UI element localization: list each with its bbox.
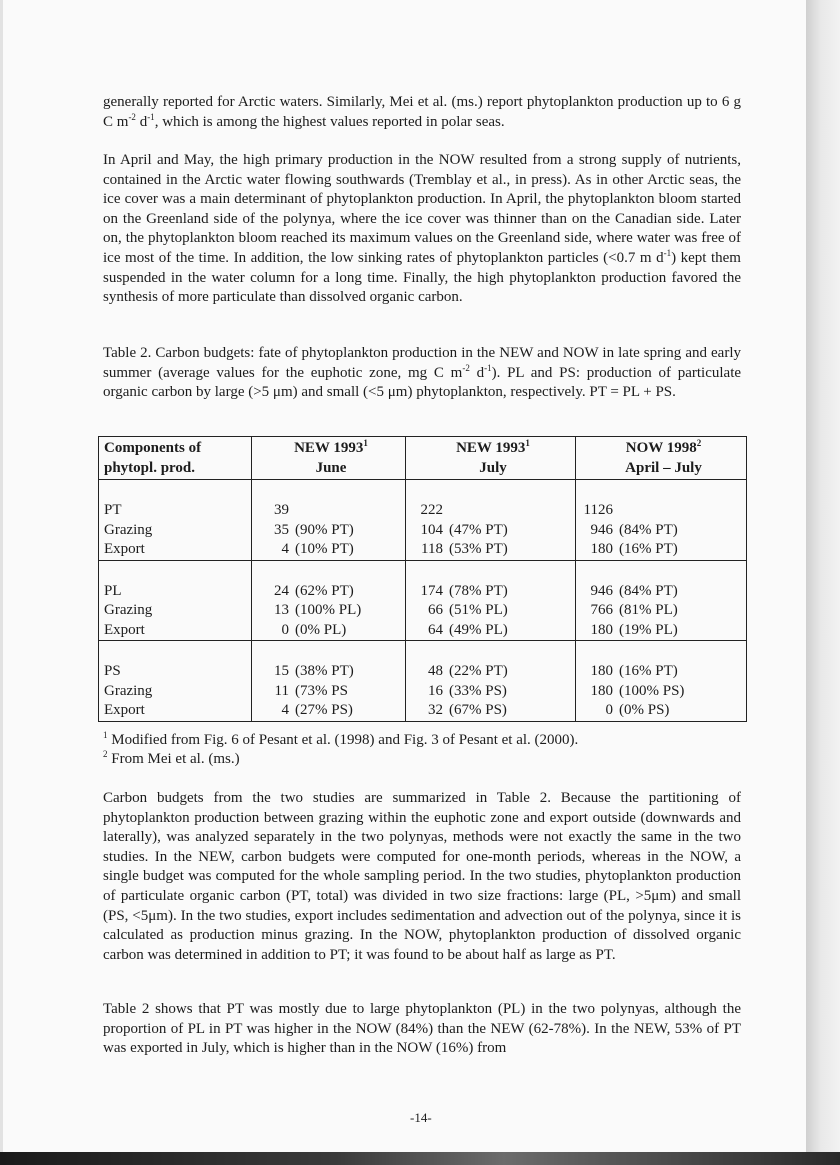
table-caption — [103, 344, 741, 403]
page-bottom-edge — [0, 1152, 840, 1165]
superscript: -1 — [147, 111, 155, 122]
cell-percent: (22% PT) — [449, 663, 508, 679]
header-text: April – July — [625, 459, 702, 476]
cell-percent: (10% PT) — [295, 541, 354, 557]
footnote-text: From Mei et al. (ms.) — [107, 751, 240, 767]
cell-value: 4 — [281, 702, 289, 718]
cell-value: 13 — [274, 602, 289, 618]
table-group-row — [99, 641, 747, 722]
cell-line — [581, 662, 746, 682]
row-label: Export — [104, 702, 145, 718]
cell-now — [576, 641, 747, 722]
paragraph-1-end: , which is among the highest values reported in polar seas. — [154, 113, 505, 130]
paragraph-1 — [103, 93, 741, 132]
page-left-edge — [0, 0, 3, 1152]
paragraph-2 — [103, 151, 741, 308]
header-components — [99, 437, 252, 480]
cell-percent: (78% PT) — [449, 582, 508, 599]
row-label: Grazing — [104, 682, 153, 699]
cell-value: 104 — [420, 521, 443, 538]
cell-value: 180 — [590, 541, 613, 557]
cell-july — [406, 641, 576, 722]
cell-line — [411, 601, 575, 621]
cell-value: 64 — [428, 621, 443, 638]
table-header-row — [99, 437, 747, 480]
cell-line — [411, 582, 575, 602]
cell-line — [257, 662, 405, 682]
cell-line — [411, 540, 575, 560]
cell-value: 11 — [274, 682, 289, 699]
page-right-edge — [806, 0, 840, 1152]
cell-line — [411, 701, 575, 721]
cell-value: 118 — [421, 541, 443, 557]
header-text: phytopl. prod. — [104, 459, 196, 476]
cell-line — [411, 621, 575, 641]
paragraph-1-text: generally reported for Arctic waters. Similarly, Mei et al. (ms.) report phytoplankton production up to 6 g C m — [103, 94, 741, 130]
table-body — [99, 480, 747, 722]
row-labels — [99, 480, 252, 561]
cell-line — [411, 521, 575, 541]
row-label: Export — [104, 541, 145, 557]
cell-value: 35 — [274, 521, 289, 538]
cell-line — [581, 540, 746, 560]
cell-now — [576, 480, 747, 561]
row-labels — [99, 560, 252, 641]
carbon-budget-table — [98, 436, 747, 722]
cell-line — [411, 662, 575, 682]
footnote-mark: 2 — [103, 749, 108, 759]
cell-line — [257, 540, 405, 560]
caption-text: Table 2. Carbon budgets: fate of phytoplankton production in the NEW and NOW in late spring and early summer (average values for the euphotic zone, mg C m — [103, 345, 741, 381]
cell-percent: (47% PT) — [449, 521, 508, 538]
cell-percent: (100% PS) — [619, 682, 685, 699]
row-label: PT — [104, 502, 122, 518]
cell-value: 766 — [590, 602, 613, 618]
row-label: PS — [104, 663, 121, 679]
table-group-row — [99, 480, 747, 561]
footnote-1 — [103, 731, 578, 750]
cell-percent: (19% PL) — [619, 621, 678, 638]
paragraph-3-text: Carbon budgets from the two studies are summarized in Table 2. Because the partitioning of phytoplankton production between grazing within the euphotic zone and export outside (downwards and laterally), was analyzed separately in the two polynyas, methods were not exactly the same in the two studies. In the NEW, carbon budgets were computed for one-month periods, whereas in the NOW, a single budget was computed for the whole sampling period. In the two studies, phytoplankton production of particulate organic carbon (PT, total) was divided in two size fractions: large (PL, >5μm) and small (PS, <5μm). In the two studies, export includes sedimentation and advection out of the polynya, since it is calculated as production minus grazing. In the NOW, phytoplankton production of dissolved organic carbon was determined in addition to PT; it was found to be about half as large as PT. — [103, 790, 741, 963]
cell-line — [581, 582, 746, 602]
superscript: -2 — [462, 362, 470, 373]
cell-percent: (38% PT) — [295, 663, 354, 679]
footnote-mark: 2 — [696, 438, 702, 448]
caption-end: ). PL and PS: production of particulate organic carbon by large (>5 μm) and small (<5 μm) phytoplankton, respectively. PT = PL + PS. — [103, 364, 742, 401]
header-text: NEW 1993 — [294, 440, 364, 456]
cell-value: 32 — [428, 702, 443, 718]
cell-july — [406, 560, 576, 641]
cell-line — [411, 501, 575, 521]
cell-july — [406, 480, 576, 561]
cell-percent: (53% PT) — [449, 541, 508, 557]
cell-june — [252, 641, 406, 722]
cell-value: 222 — [420, 502, 443, 518]
cell-value: 4 — [281, 541, 289, 557]
cell-june — [252, 560, 406, 641]
caption-unit: d — [469, 364, 485, 381]
paragraph-4 — [103, 1000, 741, 1059]
cell-percent: (84% PT) — [619, 521, 678, 538]
header-text: Components of — [104, 440, 202, 456]
table-group-row — [99, 560, 747, 641]
header-text: June — [315, 459, 347, 476]
cell-value: 39 — [274, 502, 289, 518]
page-number: -14- — [410, 1110, 432, 1125]
cell-line — [581, 601, 746, 621]
header-text: NEW 1993 — [456, 440, 526, 456]
cell-value: 946 — [590, 582, 613, 599]
cell-value: 48 — [428, 663, 443, 679]
cell-percent: (33% PS) — [449, 682, 507, 699]
row-label: Grazing — [104, 602, 153, 618]
superscript: -1 — [663, 247, 672, 258]
cell-percent: (27% PS) — [295, 702, 353, 718]
cell-percent: (90% PT) — [295, 521, 354, 538]
paragraph-2-text: In April and May, the high primary production in the NOW resulted from a strong supply of nutrients, contained in the Arctic water flowing southwards (Tremblay et al., in press). As in other Arctic seas, the ice cover was a main determinant of phytoplankton production. In April, the phytoplankton bloom started on the Greenland side of the polynya, where the ice cover was thinner than on the Canadian side. Later on, the phytoplankton bloom reached its maximum values on the Greenland side, where water was free of ice most of the time. In addition, the low sinking rates of phytoplankton particles (<0.7 m d — [103, 152, 741, 266]
footnote-mark: 1 — [363, 438, 368, 448]
cell-percent: (62% PT) — [295, 582, 354, 599]
cell-value: 0 — [605, 702, 613, 718]
header-now — [576, 437, 747, 480]
cell-percent: (81% PL) — [619, 602, 678, 618]
cell-value: 66 — [428, 602, 443, 618]
cell-line — [411, 682, 575, 702]
cell-percent: (0% PL) — [295, 621, 347, 638]
cell-line — [581, 701, 746, 721]
cell-line — [257, 621, 405, 641]
cell-value: 15 — [274, 663, 289, 679]
cell-value: 0 — [281, 621, 289, 638]
cell-line — [257, 682, 405, 702]
cell-percent: (84% PT) — [619, 582, 678, 599]
cell-line — [257, 701, 405, 721]
cell-line — [257, 501, 405, 521]
header-new-july — [406, 437, 576, 480]
cell-value: 16 — [428, 682, 443, 699]
row-labels — [99, 641, 252, 722]
superscript: -2 — [128, 111, 136, 122]
row-label: Grazing — [104, 521, 153, 538]
cell-percent: (16% PT) — [619, 663, 678, 679]
footnote-mark: 1 — [525, 438, 530, 448]
cell-line — [581, 501, 746, 521]
superscript: -1 — [484, 362, 492, 373]
paragraph-1-unit: d — [135, 113, 148, 130]
cell-percent: (49% PL) — [449, 621, 508, 638]
cell-line — [257, 521, 405, 541]
cell-value: 180 — [590, 621, 613, 638]
footnote-mark: 1 — [103, 730, 108, 740]
footnote-text: Modified from Fig. 6 of Pesant et al. (1998) and Fig. 3 of Pesant et al. (2000). — [107, 732, 579, 748]
cell-value: 180 — [590, 682, 613, 699]
cell-line — [257, 582, 405, 602]
paragraph-2-end: ) kept them suspended in the water column for a long time. Finally, the high phytoplankton production favored the synthesis of more particulate than dissolved organic carbon. — [103, 249, 741, 306]
row-label: PL — [104, 582, 122, 599]
cell-percent: (0% PS) — [619, 702, 670, 718]
cell-line — [581, 621, 746, 641]
cell-percent: (16% PT) — [619, 541, 678, 557]
cell-percent: (73% PS — [295, 682, 348, 699]
cell-value: 24 — [274, 582, 289, 599]
cell-percent: (100% PL) — [295, 602, 362, 618]
cell-percent: (67% PS) — [449, 702, 507, 718]
paragraph-3 — [103, 789, 741, 965]
paragraph-4-text: Table 2 shows that PT was mostly due to large phytoplankton (PL) in the two polynyas, although the proportion of PL in PT was higher in the NOW (84%) than the NEW (62-78%). In the NEW, 53% of PT was exported in July, which is higher than in the NOW (16%) from — [103, 1001, 741, 1057]
cell-value: 946 — [590, 521, 613, 538]
cell-value: 180 — [590, 663, 613, 679]
header-new-june — [252, 437, 406, 480]
cell-value: 174 — [420, 582, 443, 599]
cell-june — [252, 480, 406, 561]
row-label: Export — [104, 621, 145, 638]
cell-now — [576, 560, 747, 641]
header-text: NOW 1998 — [625, 440, 697, 456]
header-text: July — [479, 459, 507, 476]
cell-value: 1126 — [583, 502, 613, 518]
cell-percent: (51% PL) — [449, 602, 508, 618]
cell-line — [581, 682, 746, 702]
cell-line — [581, 521, 746, 541]
cell-line — [257, 601, 405, 621]
footnote-2 — [103, 750, 240, 769]
